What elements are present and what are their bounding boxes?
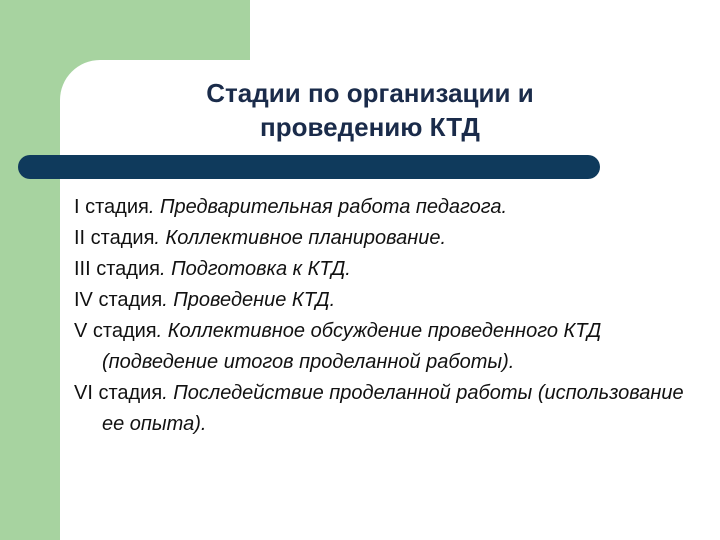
stage-item-1 <box>74 192 694 223</box>
stage-description: . Последействие проделанной работы (использование ее опыта). <box>102 382 684 435</box>
stage-label: III стадия <box>74 258 160 280</box>
stage-description: . Коллективное обсуждение проведенного КТД (подведение итогов проделанной работы). <box>102 320 602 373</box>
stage-label: V стадия <box>74 320 157 342</box>
stage-description: . Проведение КТД. <box>162 289 336 311</box>
stage-label: VI стадия <box>74 382 163 404</box>
stage-description: . Коллективное планирование. <box>154 227 447 249</box>
stage-item-6 <box>74 378 694 440</box>
stage-label: II стадия <box>74 227 155 249</box>
stage-label: IV стадия <box>74 289 163 311</box>
decor-green-strip <box>0 0 60 540</box>
stage-label: I стадия <box>74 196 149 218</box>
stage-item-4 <box>74 285 694 316</box>
stage-item-3 <box>74 254 694 285</box>
title-line-1: Стадии по организации и <box>206 78 534 108</box>
stages-list <box>74 192 694 440</box>
stage-description: . Предварительная работа педагога. <box>148 196 508 218</box>
stage-description: . Подготовка к КТД. <box>159 258 351 280</box>
stage-item-5 <box>74 316 694 378</box>
slide-title <box>120 76 620 144</box>
title-divider-bar <box>18 155 600 179</box>
stage-item-2 <box>74 223 694 254</box>
title-line-2: проведению КТД <box>260 112 480 142</box>
